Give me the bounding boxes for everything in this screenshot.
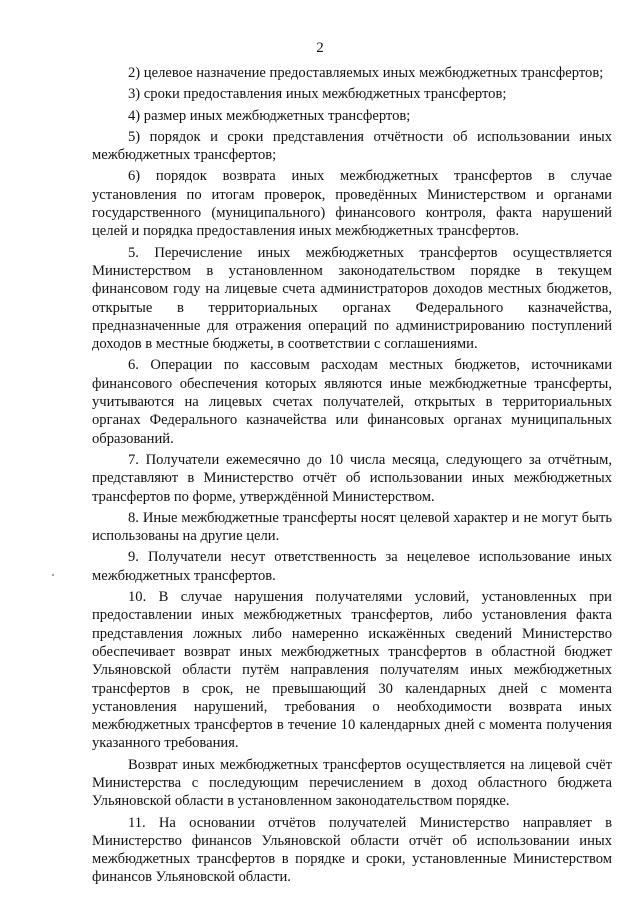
paragraph-item-2: 2) целевое назначение предоставляемых иных межбюджетных трансфертов; — [128, 65, 604, 81]
scan-artifact — [52, 574, 54, 576]
paragraph-clause-8: 8. Иные межбюджетные трансферты носят целевой характер и не могут быть использованы на другие цели. — [92, 509, 612, 545]
paragraph-refund: Возврат иных межбюджетных трансфертов осуществляется на лицевой счёт Министерства с последующим перечислением в доход областного бюджета Ульяновской области в установленном законодательством порядке. — [92, 756, 612, 810]
paragraph-clause-7: 7. Получатели ежемесячно до 10 числа месяца, следующего за отчётным, представляют в Министерство отчёт об использовании иных межбюджетных трансфертов по форме, утверждённой Министерством. — [92, 451, 612, 505]
paragraph-clause-10: 10. В случае нарушения получателями условий, установленных при предоставлении иных межбюджетных трансфертов, либо установления факта представления ложных либо намеренно искажённых сведений Министерство обеспечивает возврат иных межбюджетных трансфертов в областной бюджет Ульяновской области путём направления получателям иных межбюджетных трансфертов в срок, не превышающий 30 календарных дней с момента установления нарушений, требования о необходимости возврата иных межбюджетных трансфертов в течение 10 календарных дней с момента получения указанного требования. — [92, 589, 612, 752]
paragraph-item-3: 3) сроки предоставления иных межбюджетных трансфертов; — [128, 86, 507, 103]
paragraph-clause-5: 5. Перечисление иных межбюджетных трансфертов осуществляется Министерством в установленном законодательством порядке в текущем финансовом году на лицевые счета администраторов доходов местных бюджетов, открытые в территориальных органах Федерального казначейства, предназначенные для отражения операций по администрированию поступлений доходов в местные бюджеты, в соответствии с соглашениями. — [92, 244, 612, 353]
page-number: 2 — [316, 40, 324, 56]
document-body — [92, 64, 612, 890]
paragraph-item-6: 6) порядок возврата иных межбюджетных трансфертов в случае установления по итогам проверок, проведённых Министерством и органами государственного (муниципального) финансового контроля, факта нарушений целей и порядка предоставления иных межбюджетных трансфертов. — [92, 168, 612, 240]
paragraph-item-4: 4) размер иных межбюджетных трансфертов; — [128, 107, 411, 124]
paragraph-clause-11: 11. На основании отчётов получателей Министерство направляет в Министерство финансов Ульяновской области отчёт об использовании иных межбюджетных трансфертов в порядке и сроки, установленные Министерством финансов Ульяновской области. — [92, 814, 612, 886]
paragraph-clause-6: 6. Операции по кассовым расходам местных бюджетов, источниками финансового обеспечения которых являются иные межбюджетные трансферты, учитываются на лицевых счетах получателей, открытых в территориальных органах Федерального казначейства или финансовых органах муниципальных образований. — [92, 357, 612, 447]
paragraph-clause-9: 9. Получатели несут ответственность за нецелевое использование иных межбюджетных трансфертов. — [92, 549, 612, 584]
paragraph-item-5: 5) порядок и сроки представления отчётности об использовании иных межбюджетных трансфертов; — [92, 128, 612, 164]
